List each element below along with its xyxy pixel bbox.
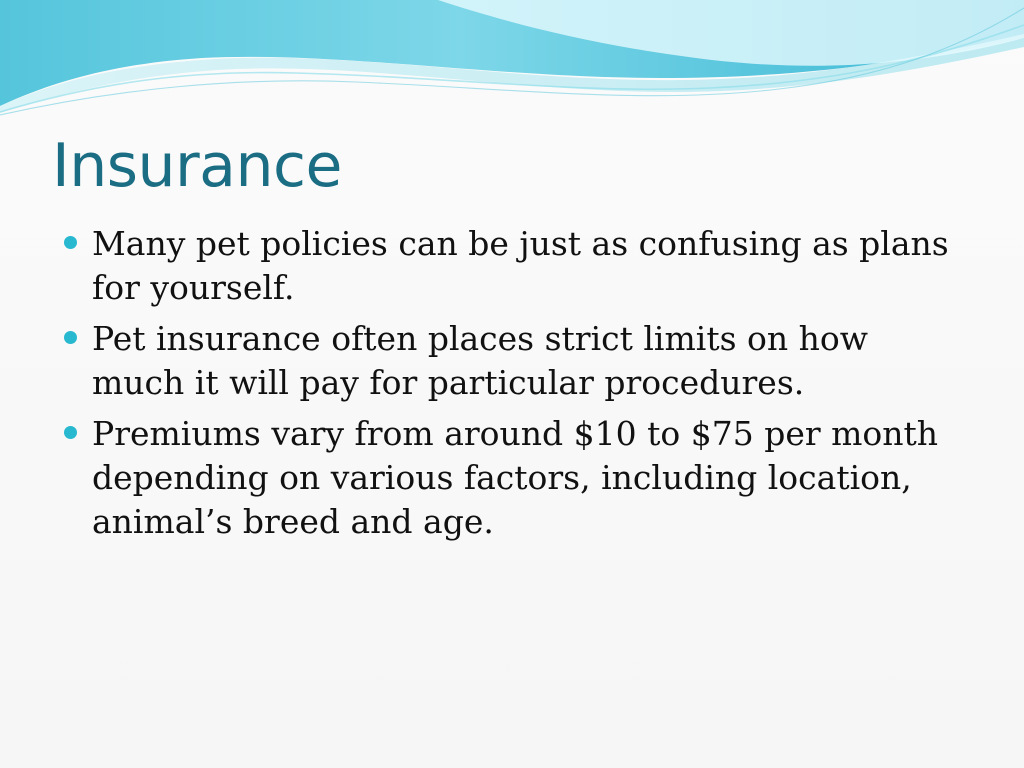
filled-circle-bullet-icon <box>64 331 77 344</box>
wave-decoration-icon <box>0 0 1024 125</box>
filled-circle-bullet-icon <box>64 426 77 439</box>
filled-circle-bullet-icon <box>64 236 77 249</box>
bullet-text: Many pet policies can be just as confusing as plans for yourself. <box>92 224 949 307</box>
bullet-text: Premiums vary from around $10 to $75 per month depending on various factors, including location, animal’s breed and age. <box>92 414 939 541</box>
bullet-item <box>64 412 964 544</box>
bullet-text: Pet insurance often places strict limits on how much it will pay for particular procedures. <box>92 319 868 402</box>
bullet-item <box>64 222 964 310</box>
bullet-list <box>64 222 964 551</box>
slide-title: Insurance <box>52 131 342 201</box>
bullet-item <box>64 317 964 405</box>
